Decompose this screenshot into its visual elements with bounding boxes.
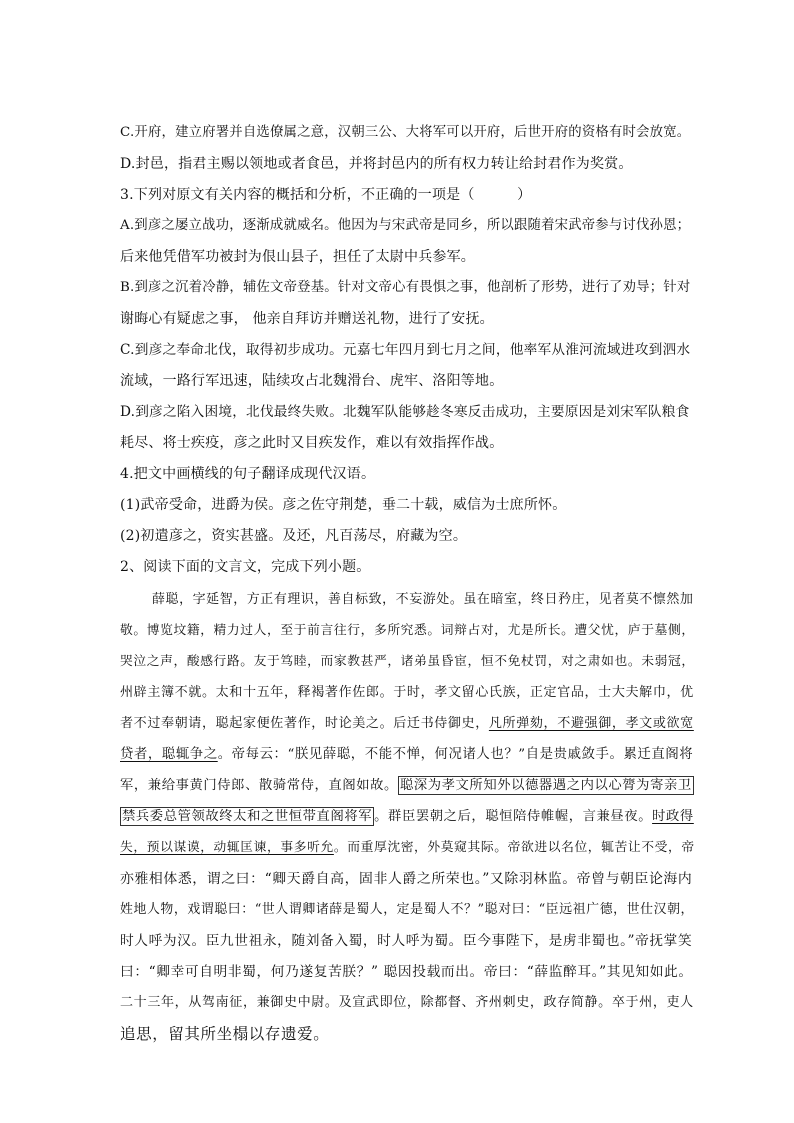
- q2-option-c: C.开府，建立府署并自选僚属之意，汉朝三公、大将军可以开府，后世开府的资格有时会放宽。: [120, 125, 691, 140]
- passage-line-11: 姓地人物，戏谓聪曰：“世人谓卿诸薛是蜀人，定是蜀人不？”聪对曰：“臣远祖广德，世仕汉朝，: [120, 902, 695, 917]
- passage-line-13: 曰：“卿幸可自明非蜀，何乃遂复苦朕？” 聪因投载而出。帝曰：“薛监醉耳。”其见知如此。: [120, 964, 693, 980]
- q3-option-b-line1: B.到彦之沉着冷静，辅佐文帝登基。针对文帝心有畏惧之事，他剖析了形势，进行了劝导；针对: [120, 280, 691, 295]
- passage-text: 。群臣罢朝之后，聪恒陪侍帷幄，言兼昼夜。: [374, 809, 653, 824]
- q3-option-c-line2: 流域，一路行军迅速，陆续攻占北魏滑台、虎牢、洛阳等地。: [120, 373, 504, 389]
- q4-sentence-1: (1)武帝受命，进爵为侯。彦之佐守荆楚，垂二十载，威信为士庶所怀。: [120, 497, 567, 513]
- q2-option-d: D.封邑，指君主赐以领地或者食邑，并将封邑内的所有权力转让给封君作为奖赏。: [120, 156, 633, 172]
- passage-line-8: [120, 807, 694, 827]
- q3-option-d-line1: D.到彦之陷入困境，北伐最终失败。北魏军队能够趁冬寒反击成功，主要原因是刘宋军队粮食: [120, 404, 690, 420]
- boxed-sentence: 聪深为孝文所知外以德器遇之内以心膂为寄亲卫: [399, 778, 692, 793]
- passage-text: 军，兼给事黄门侍郎、散骑常侍，直阁如故。: [120, 778, 398, 793]
- q3-option-d-line2: 耗尽、将士疾疫，彦之此时又目疾发作，难以有效指挥作战。: [120, 435, 504, 451]
- passage-line-15: 追思，留其所坐榻以存遗爱。: [120, 1025, 330, 1043]
- passage-line-12: 时人呼为汉。臣九世祖永，随刘备入蜀，时人呼为蜀。臣今事陛下，是虏非蜀也。”帝抚掌笑: [120, 933, 693, 949]
- q3-option-c-line1: C.到彦之奉命北伐，取得初步成功。元嘉七年四月到七月之间，他率军从淮河流域进攻到泗水: [120, 342, 691, 358]
- underlined-sentence: 失，预以谋谟，动辄匡谏，事多听允: [120, 840, 334, 855]
- passage-text: 。帝每云：“朕见薛聪，不能不惮，何况诸人也？”自是贵戚敛手。累迁直阁将: [217, 747, 694, 762]
- underlined-sentence: 凡所弹劾，不避强御，孝文或欲宽: [488, 716, 694, 731]
- passage-line-10: 亦雅相体悉，谓之曰：“卿天爵自高，固非人爵之所荣也。”又除羽林监。帝曾与朝臣论海内: [120, 871, 693, 887]
- section-2-heading: 2、阅读下面的文言文，完成下列小题。: [120, 559, 371, 575]
- underlined-sentence: 贷者，聪辄争之: [120, 747, 218, 762]
- passage-text: 者不过奉朝请，聪起家便佐著作，时论美之。后迁书侍御史，: [120, 716, 489, 731]
- passage-line-2: 敬。博览坟籍，精力过人，至于前言往行，多所究悉。词辩占对，尤是所长。遭父忧，庐于墓侧，: [120, 623, 695, 638]
- passage-line-5: [120, 714, 694, 734]
- passage-line-4: 州辟主簿不就。太和十五年，释褐著作佐郎。于时，孝文留心氏族，正定官品，士大夫解巾，优: [120, 685, 694, 700]
- passage-line-3: 哭泣之声，酸感行路。友于笃睦，而家教甚严，诸弟虽昏宦，恒不免杖罚，对之肃如也。未弱冠，: [120, 654, 695, 669]
- passage-line-14: 二十三年，从驾南征，兼御史中尉。及宣武即位，除都督、齐州刺史，政存简静。卒于州，吏人: [120, 995, 694, 1010]
- q4-sentence-2: (2)初遣彦之，资实甚盛。及还，凡百荡尽，府藏为空。: [120, 528, 468, 544]
- q4-stem: 4.把文中画横线的句子翻译成现代汉语。: [120, 466, 376, 482]
- passage-line-6: [120, 745, 693, 765]
- q3-option-b-line2: 谢晦心有疑虑之事， 他亲自拜访并赠送礼物，进行了安抚。: [120, 311, 494, 327]
- underlined-sentence: 时政得: [652, 809, 694, 824]
- passage-line-7: [120, 776, 694, 796]
- q3-stem: 3.下列对原文有关内容的概括和分析，不正确的一项是（ ）: [120, 187, 532, 203]
- passage-line-1: 薛聪，字延智，方正有理识，善自标致，不妄游处。虽在暗室，终日矜庄，见者莫不懔然加: [152, 592, 694, 607]
- q3-option-a-line1: A.到彦之屡立战功，逐渐成就威名。他因为与宋武帝是同乡，所以跟随着宋武帝参与讨伐孙恩；: [120, 218, 691, 233]
- passage-text: 。而重厚沈密，外莫窥其际。帝欲进以名位，辄苦让不受，帝: [333, 840, 695, 855]
- q3-option-a-line2: 后来他凭借军功被封为佷山县子，担任了太尉中兵参军。: [120, 249, 475, 265]
- passage-line-9: [120, 838, 695, 858]
- boxed-sentence: 禁兵委总管领故终太和之世恒带直阁将军: [122, 809, 373, 824]
